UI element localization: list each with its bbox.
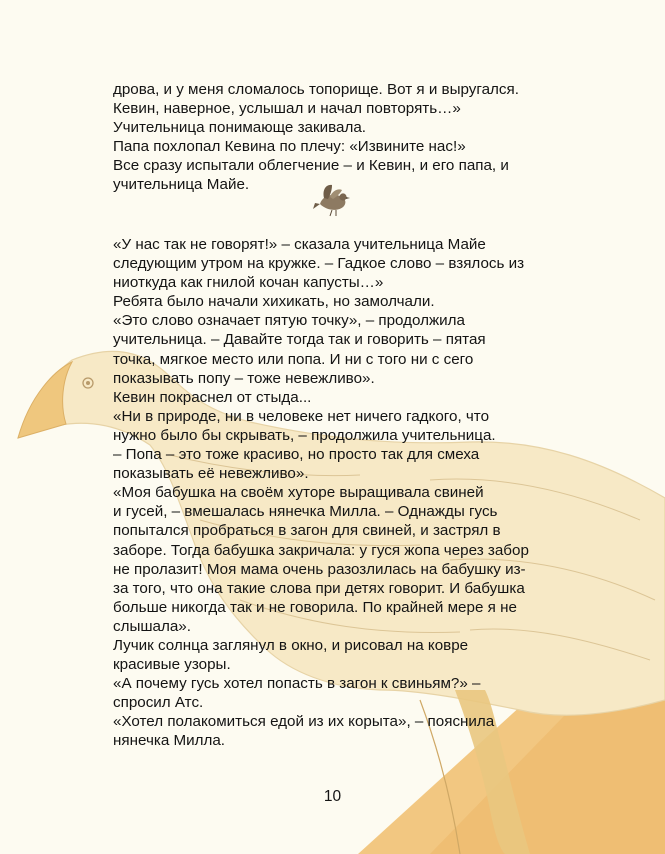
paragraph: «Ни в природе, ни в человеке нет ничего гадкого, что нужно было бы скрывать, – продолжила учительница. – Попа – это тоже красиво, но просто так для смеха показывать её невежливо». bbox=[113, 407, 496, 483]
bird-leg bbox=[330, 210, 336, 216]
small-bird-icon bbox=[310, 182, 352, 218]
text-block-main bbox=[113, 235, 558, 751]
paragraph: «А почему гусь хотел попасть в загон к свиньям?» – спросил Атс. bbox=[113, 675, 481, 712]
paragraph: «Это слово означает пятую точку», – продолжила учительница. – Давайте тогда так и говорить – пятая точка, мягкое место или попа. И ни с того ни с сего показывать попу – тоже невежливо». bbox=[113, 312, 486, 387]
goose-pupil-shape bbox=[86, 381, 90, 385]
text-block-top bbox=[113, 80, 558, 195]
paragraph: Лучик солнца заглянул в окно, и рисовал на ковре красивые узоры. bbox=[113, 636, 469, 674]
paragraph: Ребята было начали хихикать, но замолчали. bbox=[113, 293, 435, 311]
paragraph: дрова, и у меня сломалось топорище. Вот я и выругался. Кевин, наверное, услышал и начал повторять…» bbox=[113, 81, 519, 118]
paragraph: «Моя бабушка на своём хуторе выращивала свиней и гусей, – вмешалась нянечка Милла. – Однажды гусь попытался пробраться в загон для свиней, и застрял в заборе. Тогда бабушка закричала: у гуся жопа через забор не пролазит! Моя мама очень разозлилась на бабушку из- за того, что она такие слова при детях говорит. И бабушка больше никогда так и не говорила. По крайней мере я не слышала». bbox=[113, 484, 529, 635]
bird-head bbox=[339, 193, 346, 200]
page-number: 10 bbox=[323, 788, 342, 805]
paragraph: «У нас так не говорят!» – сказала учительница Майе следующим утром на кружке. – Гадкое слово – взялось из ниоткуда как гнилой кочан капусты…» bbox=[113, 236, 525, 292]
paragraph: «Хотел полакомиться едой из их корыта», – пояснила нянечка Милла. bbox=[113, 713, 495, 750]
bird-beak bbox=[346, 197, 350, 199]
paragraph: Папа похлопал Кевина по плечу: «Извините нас!» bbox=[113, 138, 466, 156]
bird-tail bbox=[313, 203, 320, 209]
paragraph: Все сразу испытали облегчение – и Кевин, и его папа, и учительница Майе. bbox=[113, 157, 509, 194]
paragraph: Учительница понимающе закивала. bbox=[113, 119, 367, 137]
paragraph: Кевин покраснел от стыда... bbox=[113, 388, 312, 406]
